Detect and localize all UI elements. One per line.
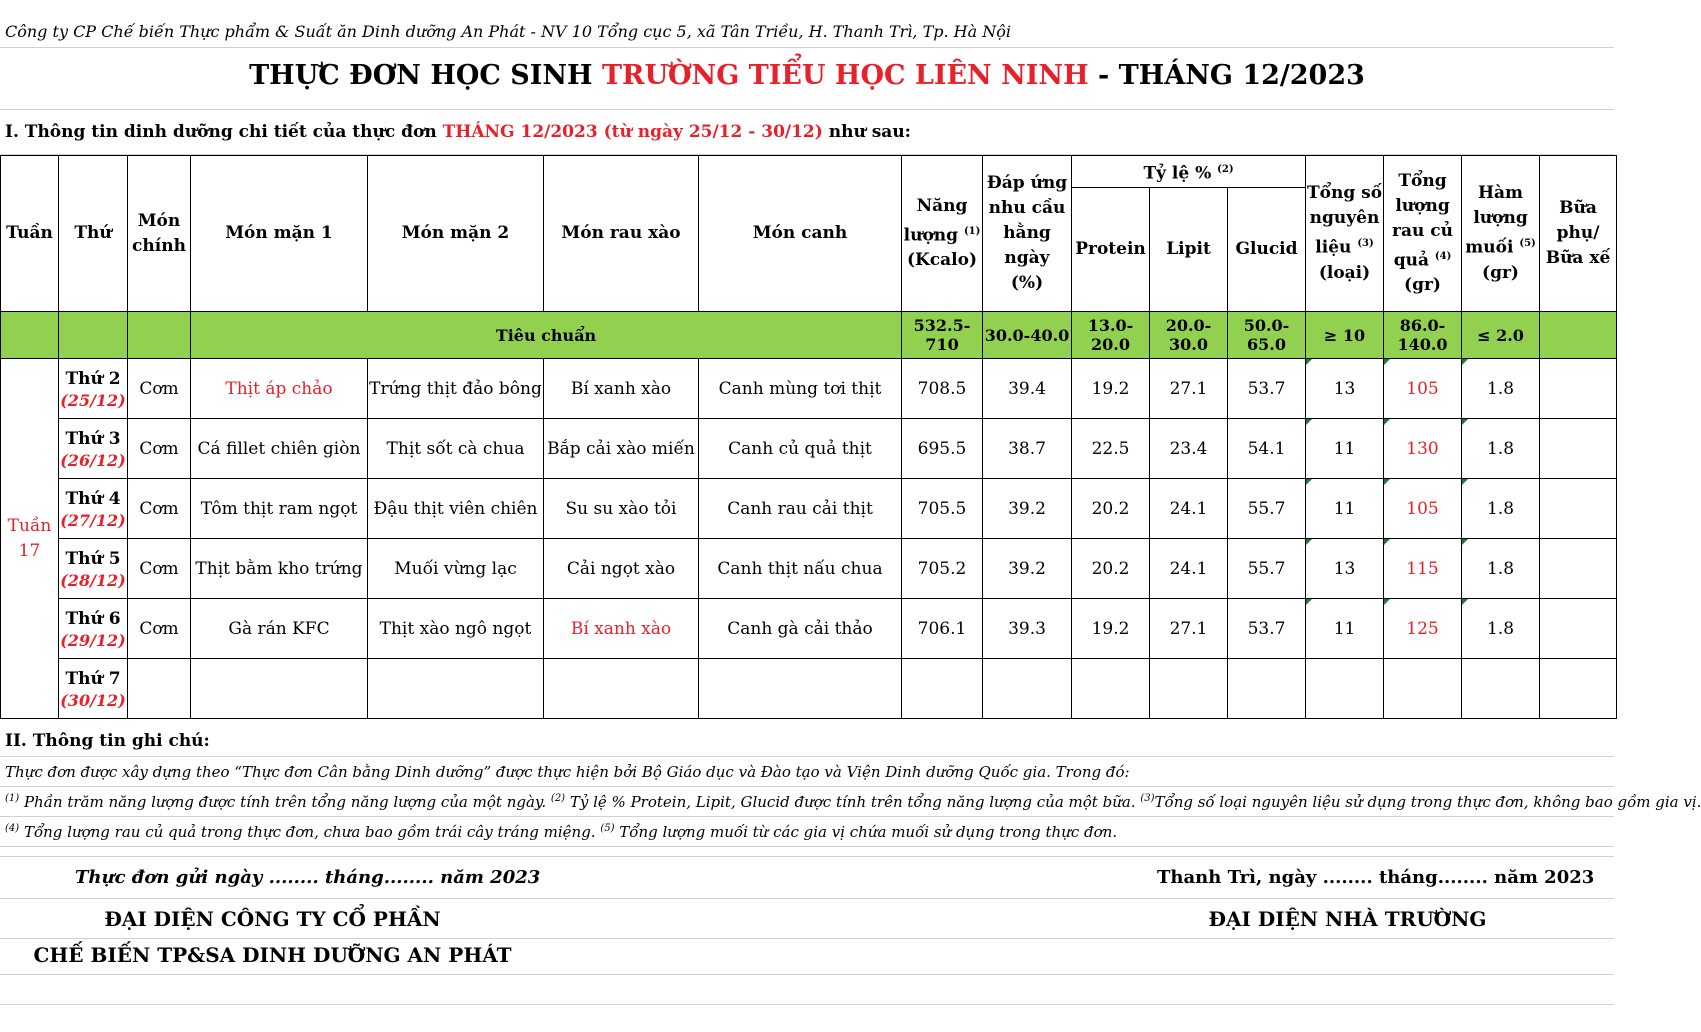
section1-heading [5,122,911,142]
mon-chinh-cell [128,659,191,719]
header-tong-so-label: Tổng số nguyên liệu [1306,183,1383,258]
day-label: Thứ 7 [65,668,121,689]
day-cell [59,539,128,599]
page-title [0,60,1614,91]
day-date: (26/12) [60,450,126,470]
tong-so-cell: 13 [1306,359,1384,419]
lipit-cell: 24.1 [1150,539,1228,599]
table-row [1,539,1617,599]
ham-luong-cell [1462,659,1540,719]
glucid-cell: 54.1 [1228,419,1306,479]
day-label: Thứ 2 [65,368,121,389]
header-ty-le-sup: (2) [1217,163,1234,175]
dap-ung-cell: 39.2 [983,539,1072,599]
tong-so-cell: 13 [1306,539,1384,599]
mon-rau-xao-cell: Cải ngọt xào [544,539,699,599]
day-cell [59,419,128,479]
footer-rep-row-2 [0,939,1614,975]
day-label: Thứ 6 [65,608,121,629]
company-rep-1: ĐẠI DIỆN CÔNG TY CỔ PHẦN [104,907,441,931]
mon-canh-cell: Canh rau cải thịt [699,479,902,539]
tong-luong-cell: 105 [1384,479,1462,539]
bua-phu-cell [1540,599,1617,659]
header-mon-man-1: Món mặn 1 [191,156,368,312]
header-tong-so-sup: (3) [1357,238,1374,250]
mon-man-1-cell: Tôm thịt ram ngọt [191,479,368,539]
nang-luong-cell: 705.5 [902,479,983,539]
day-cell [59,599,128,659]
lipit-cell: 27.1 [1150,359,1228,419]
header-protein: Protein [1072,188,1150,312]
note-4-sup: (4) [5,823,20,834]
bua-phu-cell [1540,659,1617,719]
note-1-sup: (1) [5,793,20,804]
header-bua-phu: Bữa phụ/ Bữa xế [1540,156,1617,312]
mon-man-2-cell: Thịt sốt cà chua [368,419,544,479]
tong-so-cell: 11 [1306,419,1384,479]
note-2: Tỷ lệ % Protein, Lipit, Glucid được tính trên tổng năng lượng của một bữa. [565,793,1141,811]
mon-chinh-cell: Cơm [128,359,191,419]
mon-rau-xao-cell: Bí xanh xào [544,599,699,659]
mon-man-1-cell: Gà rán KFC [191,599,368,659]
mon-man-1-cell: Thịt bằm kho trứng [191,539,368,599]
table-row [1,359,1617,419]
lipit-cell: 24.1 [1150,479,1228,539]
header-lipit: Lipit [1150,188,1228,312]
note-2-sup: (2) [550,793,566,804]
title-part2: - THÁNG 12/2023 [1088,60,1365,91]
mon-man-2-cell [368,659,544,719]
sent-date: Thực đơn gửi ngày ........ tháng........ năm 2023 [75,867,541,888]
lipit-cell [1150,659,1228,719]
header-ham-luong-sup: (5) [1519,238,1536,250]
mon-rau-xao-cell: Bắp cải xào miến [544,419,699,479]
header-mon-rau-xao: Món rau xào [544,156,699,312]
tong-so-cell: 11 [1306,479,1384,539]
standard-glucid: 50.0-65.0 [1228,312,1306,359]
day-date: (25/12) [60,390,126,410]
note-1: Phần trăm năng lượng được tính trên tổng năng lượng của một ngày. [19,793,551,811]
protein-cell: 20.2 [1072,539,1150,599]
nang-luong-cell [902,659,983,719]
school-rep: ĐẠI DIỆN NHÀ TRƯỜNG [1208,907,1487,931]
section1-prefix: I. Thông tin dinh dưỡng chi tiết của thực đơn [5,122,443,142]
nang-luong-cell: 695.5 [902,419,983,479]
day-label: Thứ 3 [65,428,121,449]
ham-luong-cell: 1.8 [1462,599,1540,659]
tong-luong-cell: 105 [1384,359,1462,419]
footer-rep-row-1 [0,899,1614,939]
standard-tong-luong: 86.0-140.0 [1384,312,1462,359]
notes-line-2 [5,823,1117,841]
bua-phu-cell [1540,359,1617,419]
header-tong-so [1306,156,1384,312]
nang-luong-cell: 708.5 [902,359,983,419]
notes-line-1 [5,793,1701,811]
dap-ung-cell [983,659,1072,719]
mon-man-2-cell: Thịt xào ngô ngọt [368,599,544,659]
day-date: (28/12) [60,570,126,590]
nang-luong-cell: 706.1 [902,599,983,659]
glucid-cell: 55.7 [1228,479,1306,539]
header-glucid: Glucid [1228,188,1306,312]
day-date: (30/12) [60,690,126,710]
table-row [1,659,1617,719]
dap-ung-cell: 38.7 [983,419,1072,479]
lipit-cell: 27.1 [1150,599,1228,659]
day-label: Thứ 5 [65,548,121,569]
dap-ung-cell: 39.2 [983,479,1072,539]
header-tong-so-unit: (loại) [1318,262,1371,283]
header-dap-ung [983,156,1072,312]
mon-man-1-cell: Cá fillet chiên giòn [191,419,368,479]
bua-phu-cell [1540,539,1617,599]
title-row [0,48,1614,110]
place-date: Thanh Trì, ngày ........ tháng........ năm 2023 [1157,867,1595,888]
protein-cell [1072,659,1150,719]
day-cell [59,479,128,539]
mon-chinh-cell: Cơm [128,479,191,539]
mon-man-1-cell [191,659,368,719]
note-3: Tổng số loại nguyên liệu sử dụng trong thực đơn, không bao gồm gia vị. [1154,793,1701,811]
standard-protein: 13.0-20.0 [1072,312,1150,359]
mon-chinh-cell: Cơm [128,539,191,599]
title-school: TRƯỜNG TIỂU HỌC LIÊN NINH [601,60,1089,91]
mon-man-2-cell: Muối vừng lạc [368,539,544,599]
company-line: Công ty CP Chế biến Thực phẩm & Suất ăn Dinh dưỡng An Phát - NV 10 Tổng cục 5, xã Tân Triều, H. Thanh Trì, Tp. Hà Nội [5,22,1011,41]
standard-lipit: 20.0-30.0 [1150,312,1228,359]
header-nang-luong-unit: (Kcalo) [906,250,978,271]
mon-canh-cell [699,659,902,719]
table-row [1,419,1617,479]
note-5-sup: (5) [600,823,615,834]
protein-cell: 22.5 [1072,419,1150,479]
company-row [0,0,1614,48]
glucid-cell: 53.7 [1228,599,1306,659]
notes-intro: Thực đơn được xây dựng theo “Thực đơn Cân bằng Dinh dưỡng” được thực hiện bởi Bộ Giáo dục và Đào tạo và Viện Dinh dưỡng Quốc gia. Trong đó: [5,763,1130,781]
glucid-cell [1228,659,1306,719]
header-ty-le [1072,156,1306,188]
mon-man-2-cell: Trứng thịt đảo bông [368,359,544,419]
title-part1: THỰC ĐƠN HỌC SINH [249,60,602,91]
header-tong-luong-sup: (4) [1434,250,1452,262]
mon-rau-xao-cell: Bí xanh xào [544,359,699,419]
standard-row [1,312,1617,359]
mon-rau-xao-cell: Su su xào tỏi [544,479,699,539]
lipit-cell: 23.4 [1150,419,1228,479]
bua-phu-cell [1540,419,1617,479]
day-date: (29/12) [60,630,126,650]
protein-cell: 20.2 [1072,479,1150,539]
notes-row-2 [0,817,1614,847]
mon-canh-cell: Canh gà cải thảo [699,599,902,659]
ham-luong-cell: 1.8 [1462,419,1540,479]
dap-ung-cell: 39.4 [983,359,1072,419]
notes-intro-row [0,757,1614,787]
note-5: Tổng lượng muối từ các gia vị chứa muối sử dụng trong thực đơn. [614,823,1118,841]
glucid-cell: 53.7 [1228,359,1306,419]
header-mon-man-2: Món mặn 2 [368,156,544,312]
header-dap-ung-unit: (%) [1010,273,1044,293]
standard-label: Tiêu chuẩn [191,312,902,359]
tong-so-cell [1306,659,1384,719]
header-tong-luong-label: Tổng lượng rau củ quả [1392,170,1453,271]
standard-dap-ung: 30.0-40.0 [983,312,1072,359]
tong-luong-cell [1384,659,1462,719]
header-tong-luong-unit: (gr) [1404,275,1441,296]
bua-phu-cell [1540,479,1617,539]
ham-luong-cell: 1.8 [1462,359,1540,419]
day-cell [59,659,128,719]
header-thu: Thứ [59,156,128,312]
tong-luong-cell: 115 [1384,539,1462,599]
header-mon-canh: Món canh [699,156,902,312]
mon-canh-cell: Canh mùng tơi thịt [699,359,902,419]
header-ham-luong-label: Hàm lượng muối [1465,183,1528,258]
protein-cell: 19.2 [1072,359,1150,419]
table-row [1,599,1617,659]
header-nang-luong-sup: (1) [963,225,981,237]
glucid-cell: 55.7 [1228,539,1306,599]
section1-row [0,110,1614,155]
nang-luong-cell: 705.2 [902,539,983,599]
header-mon-chinh: Món chính [128,156,191,312]
section2-row [0,725,1614,757]
mon-man-1-cell: Thịt áp chảo [191,359,368,419]
notes-row-1 [0,787,1701,817]
header-tuan: Tuần [1,156,59,312]
standard-nang-luong: 532.5-710 [902,312,983,359]
tong-so-cell: 11 [1306,599,1384,659]
protein-cell: 19.2 [1072,599,1150,659]
ham-luong-cell: 1.8 [1462,479,1540,539]
mon-chinh-cell: Cơm [128,419,191,479]
header-nang-luong [902,156,983,312]
mon-canh-cell: Canh củ quả thịt [699,419,902,479]
day-cell [59,359,128,419]
dap-ung-cell: 39.3 [983,599,1072,659]
mon-canh-cell: Canh thịt nấu chua [699,539,902,599]
section1-suffix: như sau: [822,122,911,142]
mon-chinh-cell: Cơm [128,599,191,659]
company-rep-2: CHẾ BIẾN TP&SA DINH DƯỠNG AN PHÁT [33,943,512,967]
mon-man-2-cell: Đậu thịt viên chiên [368,479,544,539]
header-nang-luong-label: Năng lượng [903,195,968,246]
section2-title: II. Thông tin ghi chú: [5,731,210,751]
section1-highlight: THÁNG 12/2023 (từ ngày 25/12 - 30/12) [442,122,823,142]
header-ham-luong-unit: (gr) [1482,262,1519,283]
header-row-1 [1,156,1617,188]
week-label: Tuần 17 [1,359,59,719]
standard-tong-so: ≥ 10 [1306,312,1384,359]
note-4: Tổng lượng rau củ quả trong thực đơn, chưa bao gồm trái cây tráng miệng. [19,823,601,841]
header-ham-luong [1462,156,1540,312]
menu-table [0,155,1617,719]
day-label: Thứ 4 [65,488,121,509]
header-ty-le-label: Tỷ lệ % [1143,163,1212,184]
note-3-sup: (3) [1140,793,1155,804]
standard-ham-luong: ≤ 2.0 [1462,312,1540,359]
tong-luong-cell: 130 [1384,419,1462,479]
header-dap-ung-label: Đáp ứng nhu cầu hằng ngày [986,173,1068,268]
mon-rau-xao-cell [544,659,699,719]
header-tong-luong [1384,156,1462,312]
ham-luong-cell: 1.8 [1462,539,1540,599]
day-date: (27/12) [60,510,126,530]
footer-date-row [0,857,1614,899]
table-row [1,479,1617,539]
tong-luong-cell: 125 [1384,599,1462,659]
